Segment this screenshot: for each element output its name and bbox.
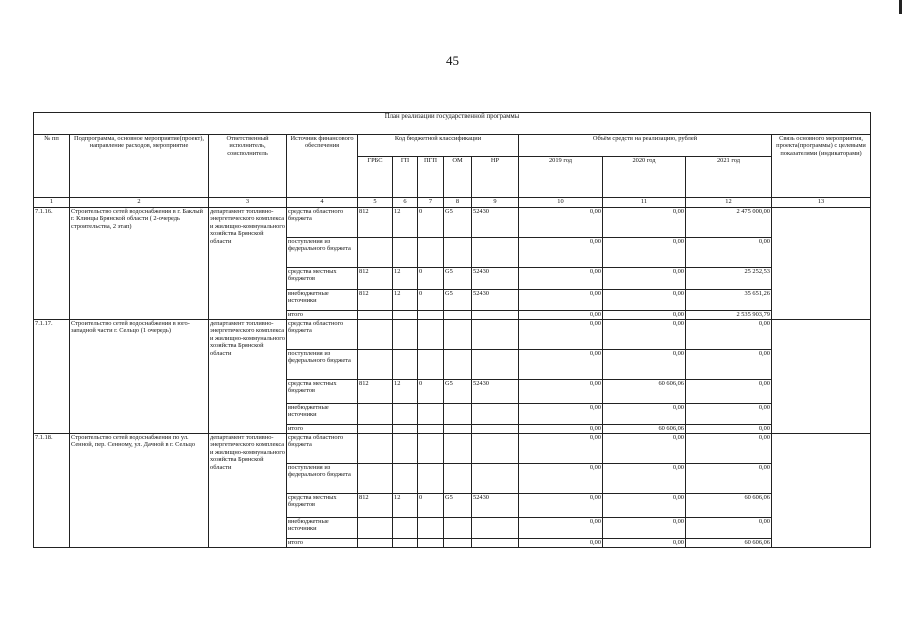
link-cell	[772, 434, 871, 548]
row-number: 7.1.17.	[34, 320, 70, 434]
amount-2019: 0,00	[519, 208, 603, 238]
np-cell	[472, 311, 519, 320]
amount-2020: 0,00	[603, 464, 686, 494]
pgp-cell	[418, 464, 444, 494]
source-cell: внебюджетные источники	[287, 518, 358, 539]
amount-2020: 0,00	[603, 208, 686, 238]
pgp-cell	[418, 434, 444, 464]
pgp-cell	[418, 320, 444, 350]
pgp-cell	[418, 518, 444, 539]
source-cell: средства областного бюджета	[287, 208, 358, 238]
np-cell	[472, 350, 519, 380]
amount-2019: 0,00	[519, 518, 603, 539]
amount-2021: 0,00	[686, 434, 772, 464]
gp-cell	[393, 350, 418, 380]
pgp-cell: 0	[418, 380, 444, 404]
om-cell: G5	[444, 290, 472, 311]
np-cell	[472, 320, 519, 350]
amount-2019: 0,00	[519, 494, 603, 518]
gp-cell	[393, 434, 418, 464]
om-cell: G5	[444, 208, 472, 238]
amount-2019: 0,00	[519, 380, 603, 404]
amount-2019: 0,00	[519, 464, 603, 494]
column-number: 8	[444, 198, 472, 208]
column-number: 6	[393, 198, 418, 208]
header-2020: 2020 год	[603, 157, 686, 198]
header-pgp: ПГП	[418, 157, 444, 198]
amount-2021: 0,00	[686, 380, 772, 404]
np-cell	[472, 518, 519, 539]
np-cell	[472, 464, 519, 494]
gp-cell: 12	[393, 268, 418, 290]
page-number: 45	[446, 53, 459, 68]
gp-cell	[393, 518, 418, 539]
pgp-cell	[418, 404, 444, 425]
amount-2020: 0,00	[603, 290, 686, 311]
gp-cell	[393, 311, 418, 320]
amount-2021: 60 606,06	[686, 494, 772, 518]
gp-cell: 12	[393, 208, 418, 238]
row-number: 7.1.18.	[34, 434, 70, 548]
om-cell: G5	[444, 380, 472, 404]
pgp-cell	[418, 425, 444, 434]
source-cell: итого	[287, 425, 358, 434]
header-om: ОМ	[444, 157, 472, 198]
scan-edge-mark	[899, 0, 902, 14]
np-cell: 52430	[472, 290, 519, 311]
source-cell: внебюджетные источники	[287, 290, 358, 311]
column-number: 9	[472, 198, 519, 208]
amount-2020: 0,00	[603, 350, 686, 380]
grbs-cell: 812	[358, 380, 393, 404]
column-number-row	[34, 198, 871, 208]
amount-2019: 0,00	[519, 320, 603, 350]
header-source: Источник финансового обеспечения	[287, 135, 358, 198]
source-cell: итого	[287, 539, 358, 548]
column-number: 10	[519, 198, 603, 208]
pgp-cell	[418, 238, 444, 268]
program-name: Строительство сетей водоснабжения по ул. Сенной, пер. Сенному, ул. Дачной в г. Сельцо	[70, 434, 209, 548]
header-program: Подпрограмма, основное мероприятие(проект), направление расходов, мероприятие	[70, 135, 209, 198]
amount-2019: 0,00	[519, 290, 603, 311]
gp-cell: 12	[393, 494, 418, 518]
amount-2020: 0,00	[603, 494, 686, 518]
amount-2019: 0,00	[519, 434, 603, 464]
grbs-cell	[358, 539, 393, 548]
om-cell: G5	[444, 494, 472, 518]
link-cell	[772, 208, 871, 320]
amount-2020: 0,00	[603, 404, 686, 425]
amount-2021: 2 535 903,79	[686, 311, 772, 320]
column-number: 7	[418, 198, 444, 208]
np-cell: 52430	[472, 268, 519, 290]
source-cell: поступления из федерального бюджета	[287, 238, 358, 268]
amount-2019: 0,00	[519, 404, 603, 425]
pgp-cell	[418, 350, 444, 380]
table-caption: План реализации государственной программы	[34, 113, 871, 135]
pgp-cell: 0	[418, 290, 444, 311]
source-cell: поступления из федерального бюджета	[287, 350, 358, 380]
amount-2019: 0,00	[519, 539, 603, 548]
amount-2020: 0,00	[603, 539, 686, 548]
amount-2021: 25 252,53	[686, 268, 772, 290]
header-grbs: ГРБС	[358, 157, 393, 198]
header-budget-code: Код бюджетной классификации	[358, 135, 519, 157]
budget-plan-table	[33, 112, 871, 548]
grbs-cell	[358, 404, 393, 425]
gp-cell	[393, 404, 418, 425]
program-name: Строительство сетей водоснабжения в юго-западной части г. Сельцо (1 очередь)	[70, 320, 209, 434]
amount-2021: 35 651,26	[686, 290, 772, 311]
np-cell	[472, 425, 519, 434]
amount-2020: 0,00	[603, 311, 686, 320]
om-cell	[444, 425, 472, 434]
column-number: 5	[358, 198, 393, 208]
table-row	[34, 320, 871, 350]
np-cell: 52430	[472, 380, 519, 404]
header-volume: Объём средств на реализацию, рублей	[519, 135, 772, 157]
om-cell	[444, 404, 472, 425]
source-cell: итого	[287, 311, 358, 320]
source-cell: средства местных бюджетов	[287, 380, 358, 404]
column-number: 4	[287, 198, 358, 208]
table-row	[34, 208, 871, 238]
amount-2020: 0,00	[603, 268, 686, 290]
header-executor: Ответственный исполнитель, соисполнитель	[209, 135, 287, 198]
np-cell	[472, 238, 519, 268]
amount-2020: 0,00	[603, 518, 686, 539]
amount-2021: 0,00	[686, 518, 772, 539]
program-name: Строительство сетей водоснабжения в г. Баклый г. Клинцы Брянской области ( 2-очередь строительства, 2 этап)	[70, 208, 209, 320]
np-cell	[472, 404, 519, 425]
gp-cell: 12	[393, 290, 418, 311]
amount-2019: 0,00	[519, 238, 603, 268]
np-cell: 52430	[472, 494, 519, 518]
amount-2021: 0,00	[686, 425, 772, 434]
column-number: 3	[209, 198, 287, 208]
table-row	[34, 434, 871, 464]
column-number: 12	[686, 198, 772, 208]
grbs-cell: 812	[358, 208, 393, 238]
executor-cell: департамент топливно-энергетического комплекса и жилищно-коммунального хозяйства Брянской области	[209, 434, 287, 548]
gp-cell	[393, 464, 418, 494]
header-num: № пп	[34, 135, 70, 198]
amount-2020: 0,00	[603, 320, 686, 350]
amount-2021: 0,00	[686, 350, 772, 380]
gp-cell	[393, 425, 418, 434]
np-cell	[472, 434, 519, 464]
pgp-cell: 0	[418, 494, 444, 518]
om-cell	[444, 311, 472, 320]
np-cell: 52430	[472, 208, 519, 238]
column-number: 13	[772, 198, 871, 208]
gp-cell: 12	[393, 380, 418, 404]
amount-2020: 0,00	[603, 434, 686, 464]
grbs-cell: 812	[358, 494, 393, 518]
grbs-cell	[358, 425, 393, 434]
om-cell	[444, 238, 472, 268]
amount-2020: 60 606,06	[603, 425, 686, 434]
grbs-cell	[358, 518, 393, 539]
grbs-cell	[358, 320, 393, 350]
header-gp: ГП	[393, 157, 418, 198]
grbs-cell	[358, 350, 393, 380]
amount-2019: 0,00	[519, 425, 603, 434]
header-2021: 2021 год	[686, 157, 772, 198]
source-cell: средства областного бюджета	[287, 434, 358, 464]
pgp-cell	[418, 311, 444, 320]
gp-cell	[393, 238, 418, 268]
amount-2019: 0,00	[519, 311, 603, 320]
column-number: 1	[34, 198, 70, 208]
amount-2020: 0,00	[603, 238, 686, 268]
amount-2020: 60 606,06	[603, 380, 686, 404]
grbs-cell: 812	[358, 268, 393, 290]
column-number: 11	[603, 198, 686, 208]
amount-2021: 60 606,06	[686, 539, 772, 548]
row-number: 7.1.16.	[34, 208, 70, 320]
om-cell	[444, 320, 472, 350]
pgp-cell: 0	[418, 208, 444, 238]
grbs-cell	[358, 434, 393, 464]
executor-cell: департамент топливно-энергетического комплекса и жилищно-коммунального хозяйства Брянской области	[209, 208, 287, 320]
source-cell: средства областного бюджета	[287, 320, 358, 350]
amount-2021: 0,00	[686, 464, 772, 494]
grbs-cell	[358, 464, 393, 494]
amount-2021: 0,00	[686, 320, 772, 350]
source-cell: поступления из федерального бюджета	[287, 464, 358, 494]
column-number: 2	[70, 198, 209, 208]
amount-2021: 0,00	[686, 238, 772, 268]
header-2019: 2019 год	[519, 157, 603, 198]
link-cell	[772, 320, 871, 434]
header-link: Связь основного мероприятия, проекта(программы) с целевыми показателями (индикаторами)	[772, 135, 871, 198]
amount-2019: 0,00	[519, 350, 603, 380]
om-cell: G5	[444, 268, 472, 290]
grbs-cell	[358, 238, 393, 268]
amount-2019: 0,00	[519, 268, 603, 290]
om-cell	[444, 434, 472, 464]
om-cell	[444, 350, 472, 380]
om-cell	[444, 464, 472, 494]
gp-cell	[393, 320, 418, 350]
header-np: НР	[472, 157, 519, 198]
gp-cell	[393, 539, 418, 548]
pgp-cell	[418, 539, 444, 548]
om-cell	[444, 518, 472, 539]
grbs-cell: 812	[358, 290, 393, 311]
source-cell: средства местных бюджетов	[287, 268, 358, 290]
executor-cell: департамент топливно-энергетического комплекса и жилищно-коммунального хозяйства Брянской области	[209, 320, 287, 434]
grbs-cell	[358, 311, 393, 320]
source-cell: средства местных бюджетов	[287, 494, 358, 518]
om-cell	[444, 539, 472, 548]
np-cell	[472, 539, 519, 548]
amount-2021: 2 475 000,00	[686, 208, 772, 238]
source-cell: внебюджетные источники	[287, 404, 358, 425]
pgp-cell: 0	[418, 268, 444, 290]
amount-2021: 0,00	[686, 404, 772, 425]
